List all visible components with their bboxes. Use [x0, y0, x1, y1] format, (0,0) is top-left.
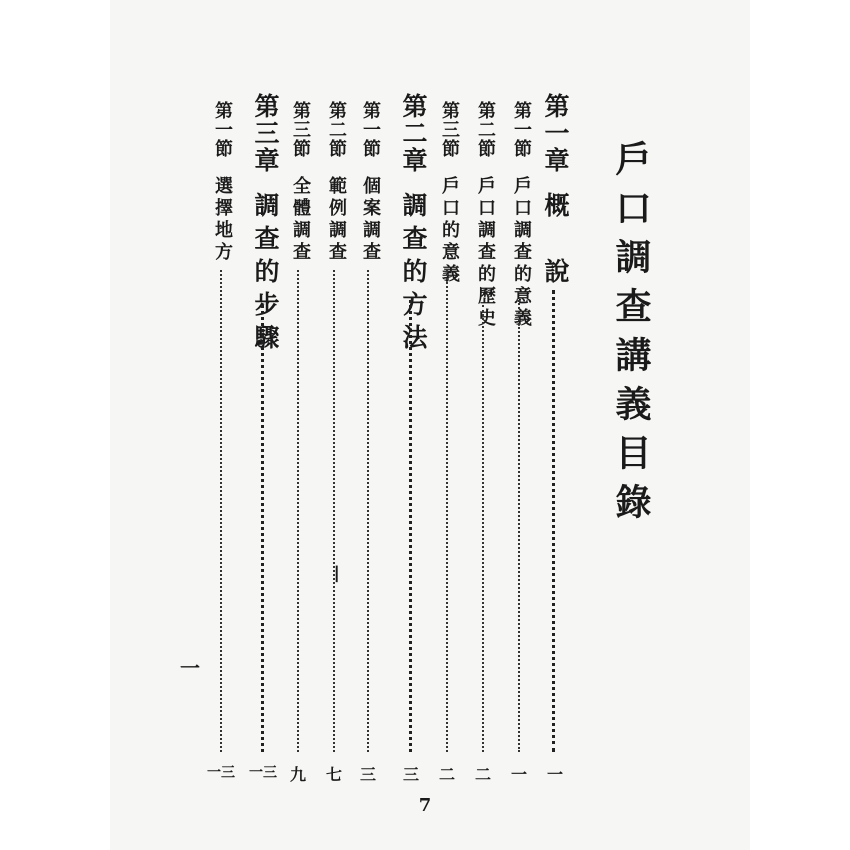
section-title: 個案調查: [360, 176, 381, 264]
leader-dots: [333, 270, 335, 752]
page-number: 七: [325, 765, 342, 784]
section-label: 第二節: [326, 101, 347, 158]
leader-dots: [297, 270, 299, 752]
section-label: 第三節: [290, 101, 311, 158]
page-number: 一: [546, 765, 563, 784]
page-number: 二: [474, 765, 491, 784]
toc-section-1-2: [472, 101, 498, 330]
chapter-label: 第一章: [541, 93, 570, 174]
leader-dots: [518, 300, 520, 752]
page-number: 九: [289, 765, 306, 784]
section-label: 第三節: [439, 101, 460, 158]
toc-section-2-3: [287, 101, 313, 264]
chapter-title: 調查的步驟: [251, 192, 280, 357]
page-number: 三: [402, 765, 419, 784]
section-label: 第一節: [511, 101, 532, 158]
leader-dots: [446, 270, 448, 752]
page-number: 一三: [207, 765, 235, 781]
chapter-label: 第三章: [251, 93, 280, 174]
leader-dots: [367, 270, 369, 752]
document-title: 戶口調查講義目錄: [610, 140, 652, 532]
margin-mark: 一: [180, 656, 200, 680]
section-label: 第二節: [475, 101, 496, 158]
leader-dots: [220, 270, 222, 752]
toc-section-2-2: [323, 101, 349, 264]
section-title: 選擇地方: [212, 176, 233, 264]
section-title: 全體調查: [290, 176, 311, 264]
page-number: 三: [359, 765, 376, 784]
toc-section-1-3: [436, 101, 462, 286]
leader-dots: [482, 305, 484, 752]
leader-dots: [552, 290, 555, 752]
toc-section-2-1: [357, 101, 383, 264]
leader-dots: [409, 300, 412, 752]
section-title: 範例調查: [326, 176, 347, 264]
section-label: 第一節: [360, 101, 381, 158]
toc-section-3-1: [209, 101, 235, 264]
section-label: 第一節: [212, 101, 233, 158]
chapter-label: 第二章: [399, 93, 428, 174]
toc-chapter-2: [395, 93, 431, 357]
page-number: 一: [510, 765, 527, 784]
page-folio: 7: [418, 795, 432, 816]
section-title: 戶口調查的歷史: [475, 176, 496, 330]
section-title: 戶口調查的意義: [511, 176, 532, 330]
ink-speck: ❘: [330, 563, 344, 582]
leader-dots: [261, 305, 264, 752]
chapter-title: 概 說: [541, 192, 570, 291]
section-title: 戶口的意義: [439, 176, 460, 286]
toc-chapter-1: [537, 93, 573, 291]
toc-section-1-1: [508, 101, 534, 330]
page-number: 二: [438, 765, 455, 784]
toc-chapter-3: [247, 93, 283, 357]
chapter-title: 調查的方法: [399, 192, 428, 357]
page-number: 一三: [249, 765, 277, 781]
